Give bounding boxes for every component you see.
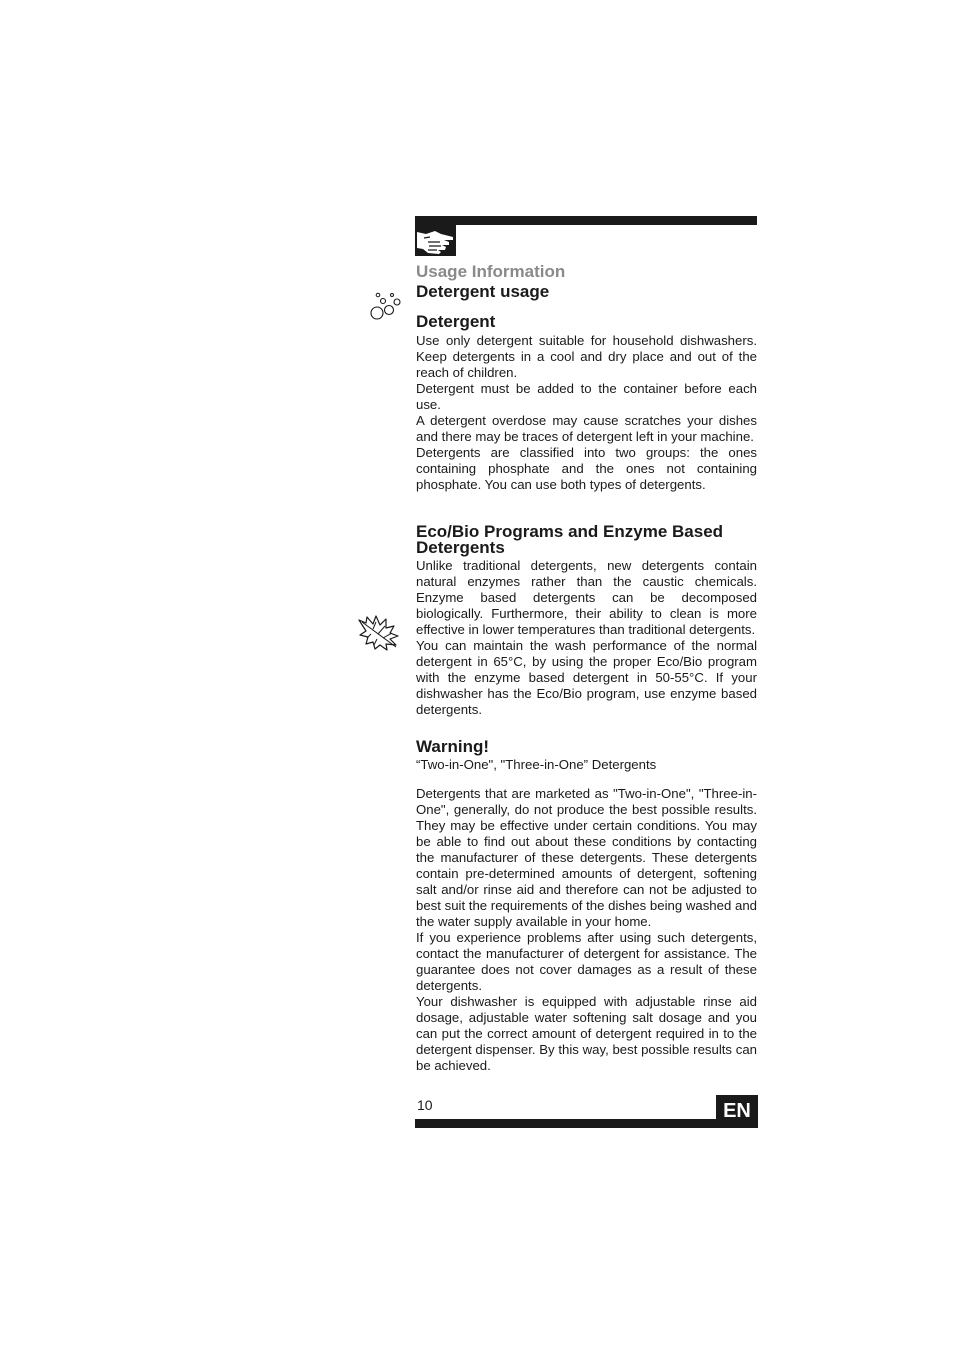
warning-paragraph-1: Detergents that are marketed as "Two-in-One", "Three-in-One", generally, do not produce the best possible results. They may be effective under certain conditions. You may be able to find out about these conditions by contacting the manufacturer of these detergents. These detergents contain pre-determined amounts of detergent, softening salt and/or rinse aid and therefore can not be adjusted to best suit the requirements of the dishes being washed and the water supply available in your home.: [416, 786, 757, 929]
eco-paragraph-1: Unlike traditional detergents, new detergents contain natural enzymes rather than the caustic chemicals. Enzyme based detergents can be decomposed biologically. Furthermore, their ability to clean is more effective in lower temperatures than traditional detergents.: [416, 558, 757, 637]
detergent-paragraph-1: Use only detergent suitable for household dishwashers. Keep detergents in a cool and dry place and out of the reach of children.: [416, 333, 757, 380]
hand-icon: [415, 225, 456, 256]
section-label: Usage Information: [416, 262, 566, 281]
warning-subheading: “Two-in-One", "Three-in-One” Detergents: [416, 757, 657, 772]
eco-paragraph-2: You can maintain the wash performance of the normal detergent in 65°C, by using the proper Eco/Bio program with the enzyme based detergent in 50-55°C. If your dishwasher has the Eco/Bio program, use enzyme based detergents.: [416, 638, 757, 717]
page-title: Detergent usage: [416, 282, 550, 301]
warning-paragraph-3: Your dishwasher is equipped with adjustable rinse aid dosage, adjustable water softening salt dosage and you can put the correct amount of detergent required in to the detergent dispenser. By this way, best possible results can be achieved.: [416, 994, 757, 1073]
header-icon-box: [415, 225, 456, 256]
bubbles-icon: [368, 291, 404, 325]
warning-paragraph-2: If you experience problems after using such detergents, contact the manufacturer of detergent for assistance. The guarantee does not cover damages as a result of these detergents.: [416, 930, 757, 993]
eco-section: [416, 524, 757, 718]
eco-heading: Eco/Bio Programs and Enzyme Based Detergents: [416, 522, 724, 557]
detergent-paragraph-3: A detergent overdose may cause scratches your dishes and there may be traces of detergent left in your machine.: [416, 413, 757, 444]
page-number: 10: [417, 1097, 433, 1113]
footer-bar: [415, 1119, 757, 1128]
leaf-icon: [356, 614, 402, 652]
detergent-paragraph-4: Detergents are classified into two groups: the ones containing phosphate and the ones not containing phosphate. You can use both types of detergents.: [416, 445, 757, 492]
language-badge: EN: [716, 1095, 758, 1128]
warning-heading: Warning!: [416, 737, 490, 756]
detergent-paragraph-2: Detergent must be added to the container before each use.: [416, 381, 757, 412]
detergent-section: [416, 314, 757, 493]
detergent-heading: Detergent: [416, 312, 496, 331]
header-bar: [415, 216, 757, 225]
warning-section: [416, 739, 757, 1074]
